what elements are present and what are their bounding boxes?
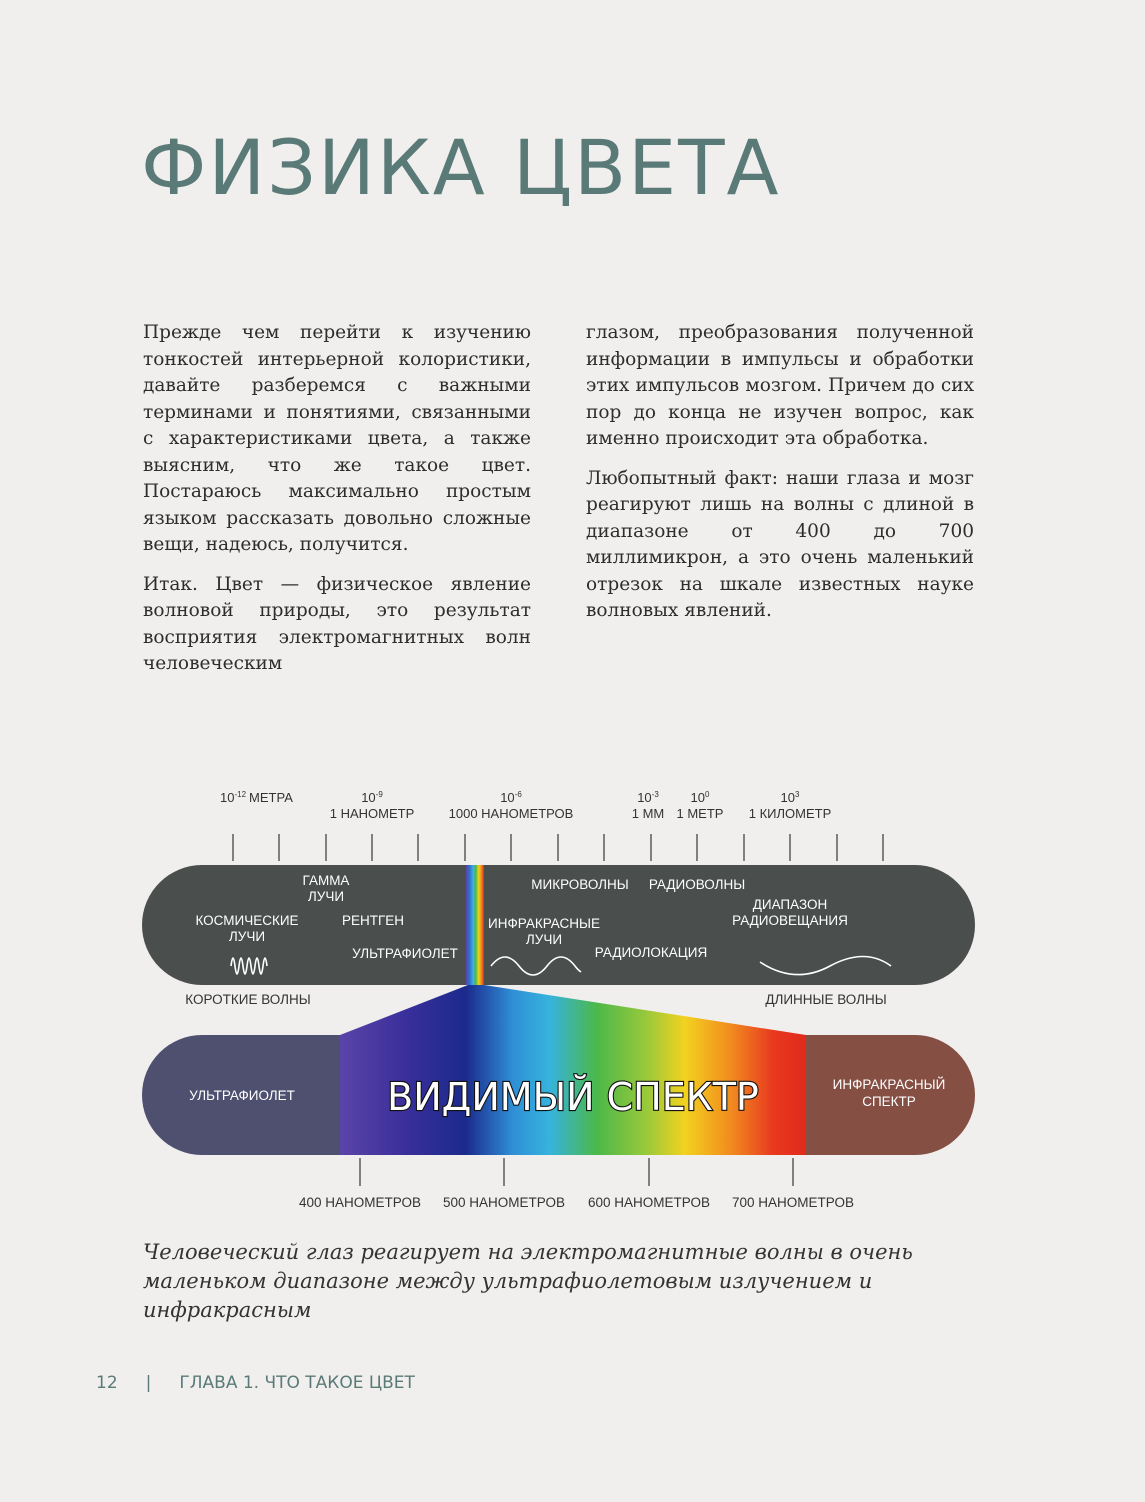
label-infrared: ИНФРАКРАСНЫЕ xyxy=(488,916,600,931)
scale-label-p3: $10^3$ xyxy=(780,790,800,805)
scale-label-m9: $10^{-9}$ xyxy=(361,790,383,805)
scale-ticks xyxy=(233,834,883,861)
label-radar: РАДИОЛОКАЦИЯ xyxy=(594,945,708,960)
nm-labels xyxy=(299,1195,854,1210)
scale-label-pm12: $10^{-12}$ МЕТРА xyxy=(220,790,293,805)
long-waves-label: ДЛИННЫЕ ВОЛНЫ xyxy=(765,992,887,1007)
paragraph: глазом, преобразования полученной информации в импульсы и обработки этих импульсов мозгом. Причем до сих пор до конца не изучен вопрос, как именно происходит эта обработка. xyxy=(586,322,974,449)
paragraph: Прежде чем перейти к изучению тонкостей интерьерной колористики, давайте разберемся с важными терминами и понятиями, связанными с характеристиками цвета, а также выясним, что же такое цвет. Постараюсь максимально простым языком рассказать довольно сложные вещи, надеюсь, получится. xyxy=(143,322,531,555)
electromagnetic-spectrum-diagram xyxy=(0,780,1145,1230)
lower-ir-label: ИНФРАКРАСНЫЙ xyxy=(832,1077,946,1092)
scale-label-mm: 1 ММ xyxy=(631,806,665,821)
label-400nm: 400 НАНОМЕТРОВ xyxy=(299,1195,421,1210)
page-title: ФИЗИКА ЦВЕТА xyxy=(141,123,781,212)
page-footer xyxy=(96,1373,415,1393)
scale-label-m3: $10^{-3}$ xyxy=(637,790,659,805)
scale-label-meter: 1 МЕТР xyxy=(676,806,724,821)
spectrum-funnel xyxy=(340,985,806,1035)
scale-label-nanometer: 1 НАНОМЕТР xyxy=(329,806,415,821)
figure-caption: Человеческий глаз реагирует на электромагнитные волны в очень маленьком диапазоне между ультрафиолетовым излучением и инфракрасным xyxy=(143,1240,913,1322)
nm-ticks xyxy=(360,1158,793,1186)
chapter-title: ГЛАВА 1. ЧТО ТАКОЕ ЦВЕТ xyxy=(179,1373,415,1393)
visible-light-beam xyxy=(466,865,484,985)
short-waves-label: КОРОТКИЕ ВОЛНЫ xyxy=(185,992,311,1007)
label-600nm: 600 НАНОМЕТРОВ xyxy=(588,1195,710,1210)
text-column-right xyxy=(586,320,974,638)
scale-label-1000-nm: 1000 НАНОМЕТРОВ xyxy=(448,806,574,821)
label-broadcasting: РАДИОВЕЩАНИЯ xyxy=(732,913,848,928)
paragraph: Любопытный факт: наши глаза и мозг реагируют лишь на волны с длиной в диапазоне от 400 до 700 миллимикрон, а это очень маленький отрезок на шкале известных науке волновых явлений. xyxy=(586,467,974,621)
label-cosmic: КОСМИЧЕСКИЕ xyxy=(195,913,299,928)
scale-labels xyxy=(220,790,831,821)
scale-label-m0: $10^0$ xyxy=(690,790,710,805)
visible-spectrum-title: ВИДИМЫЙ СПЕКТР xyxy=(387,1075,759,1119)
label-gamma-rays: ЛУЧИ xyxy=(307,889,345,904)
lower-ir-label-2: СПЕКТР xyxy=(862,1094,916,1109)
label-ultraviolet: УЛЬТРАФИОЛЕТ xyxy=(352,946,458,961)
label-gamma: ГАММА xyxy=(302,873,350,888)
label-microwaves: МИКРОВОЛНЫ xyxy=(531,877,629,892)
text-column-left xyxy=(143,320,531,691)
label-cosmic-rays: ЛУЧИ xyxy=(228,929,266,944)
scale-label-kilometer: 1 КИЛОМЕТР xyxy=(748,806,832,821)
label-infrared-rays: ЛУЧИ xyxy=(525,932,563,947)
scale-label-m6: $10^{-6}$ xyxy=(500,790,522,805)
label-700nm: 700 НАНОМЕТРОВ xyxy=(732,1195,854,1210)
footer-separator: | xyxy=(145,1373,152,1393)
label-radiowaves: РАДИОВОЛНЫ xyxy=(648,877,746,892)
label-xray: РЕНТГЕН xyxy=(341,913,405,928)
lower-uv-label: УЛЬТРАФИОЛЕТ xyxy=(189,1088,295,1103)
label-broadcast-range: ДИАПАЗОН xyxy=(752,897,828,912)
label-500nm: 500 НАНОМЕТРОВ xyxy=(443,1195,565,1210)
page-number: 12 xyxy=(96,1373,118,1393)
paragraph: Итак. Цвет — физическое явление волновой природы, это результат восприятия электромагнитных волн человеческим xyxy=(143,573,531,674)
